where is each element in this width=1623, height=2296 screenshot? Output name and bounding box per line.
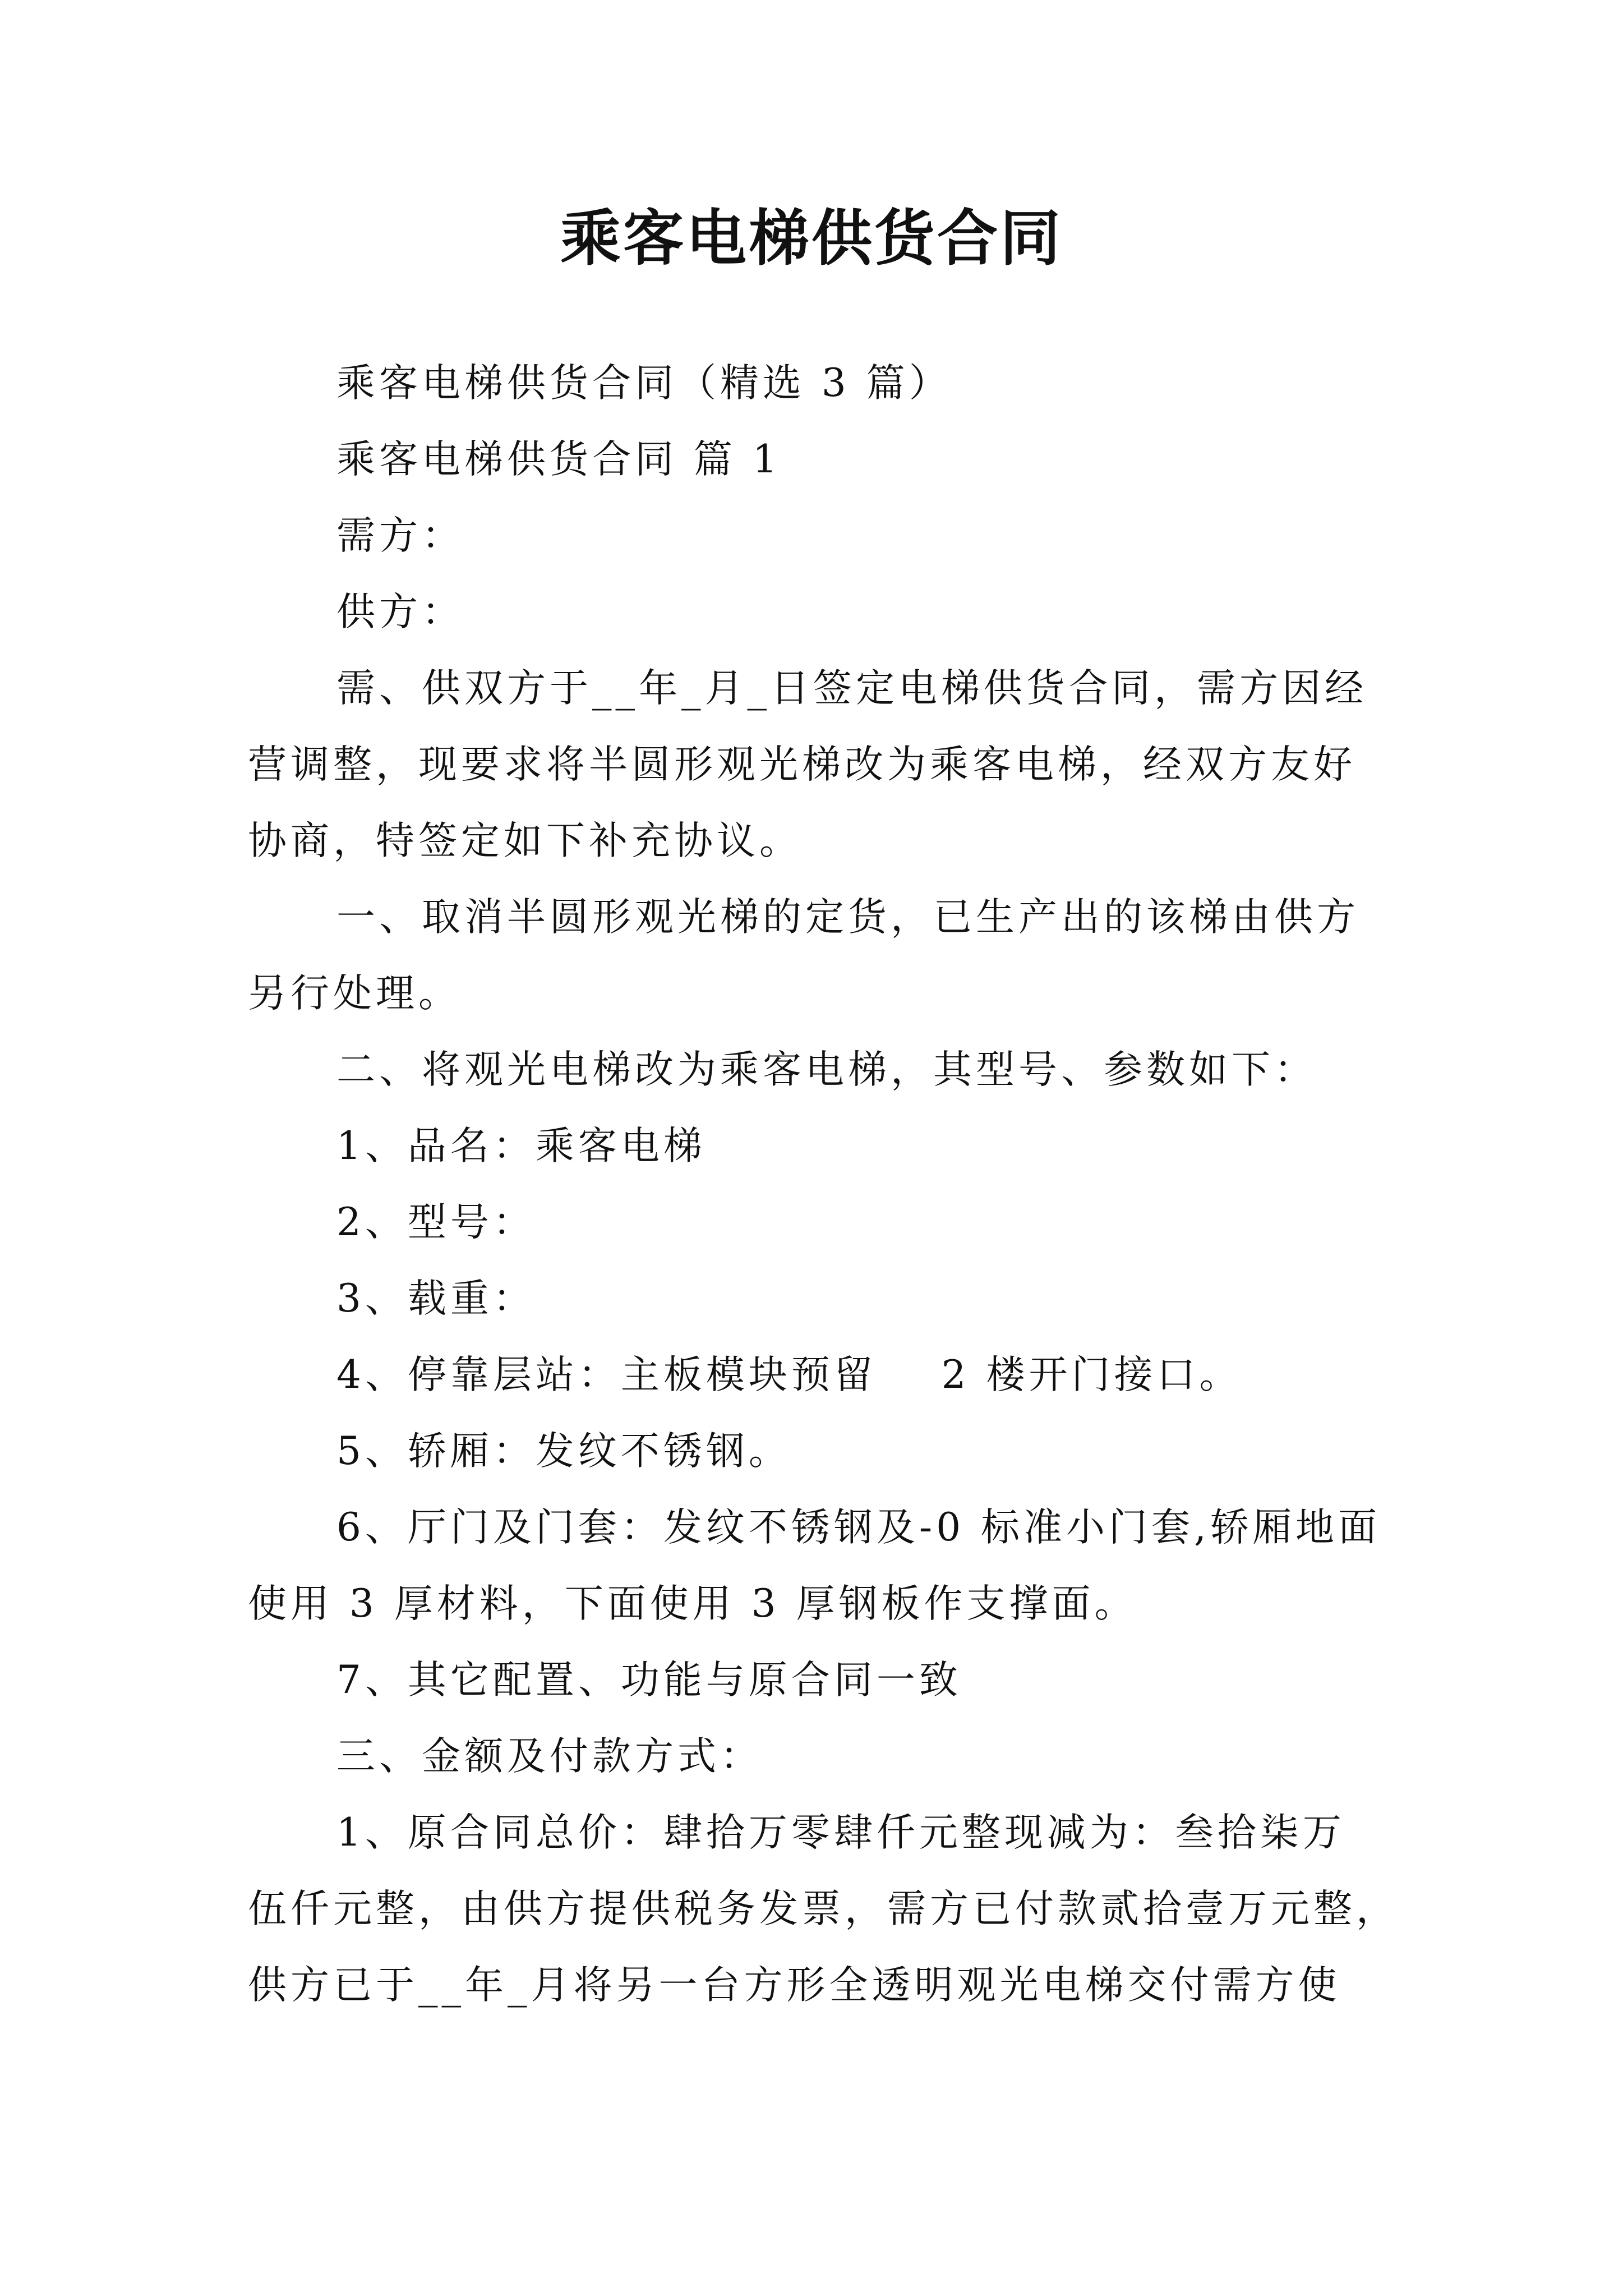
paragraph-line: 3、载重： bbox=[336, 1276, 536, 1321]
paragraph-item-doors bbox=[248, 1489, 1386, 1642]
paragraph-item-stops bbox=[248, 1337, 1386, 1413]
document-body bbox=[248, 345, 1399, 2023]
paragraph-line: 2、型号： bbox=[336, 1200, 536, 1245]
paragraph-clause-2 bbox=[248, 1032, 1386, 1108]
paragraph-subtitle bbox=[248, 345, 1386, 421]
paragraph-buyer bbox=[248, 498, 1386, 574]
paragraph-line: 营调整，现要求将半圆形观光梯改为乘客电梯，经双方友好 bbox=[248, 742, 1356, 787]
paragraph-line: 需方： bbox=[336, 513, 464, 558]
paragraph-item-model bbox=[248, 1184, 1386, 1260]
paragraph-clause-3 bbox=[248, 1718, 1386, 1795]
paragraph-line: 7、其它配置、功能与原合同一致 bbox=[336, 1658, 962, 1703]
paragraph-line: 供方已于__年_月将另一台方形全透明观光电梯交付需方使 bbox=[248, 1963, 1341, 2008]
paragraph-line: 一、取消半圆形观光梯的定货，已生产出的该梯由供方 bbox=[336, 895, 1359, 940]
paragraph-item-car bbox=[248, 1413, 1386, 1489]
paragraph-item-name bbox=[248, 1108, 1386, 1184]
paragraph-intro bbox=[248, 650, 1386, 879]
paragraph-line: 需、供双方于__年_月_日签定电梯供货合同，需方因经 bbox=[336, 666, 1367, 711]
paragraph-line: 二、将观光电梯改为乘客电梯，其型号、参数如下： bbox=[336, 1047, 1317, 1092]
paragraph-line: 乘客电梯供货合同（精选 3 篇） bbox=[336, 361, 952, 406]
paragraph-line: 4、停靠层站：主板模块预留 2 楼开门接口。 bbox=[336, 1352, 1242, 1397]
paragraph-line: 乘客电梯供货合同 篇 1 bbox=[336, 437, 781, 482]
paragraph-supplier bbox=[248, 574, 1386, 650]
paragraph-line: 伍仟元整，由供方提供税务发票，需方已付款贰拾壹万元整， bbox=[248, 1887, 1399, 1931]
paragraph-clause-1 bbox=[248, 879, 1386, 1032]
paragraph-line: 1、品名：乘客电梯 bbox=[336, 1124, 706, 1168]
document-title: 乘客电梯供货合同 bbox=[560, 203, 1063, 274]
paragraph-line: 1、原合同总价：肆拾万零肆仟元整现减为：叁拾柒万 bbox=[336, 1810, 1345, 1855]
paragraph-line: 另行处理。 bbox=[248, 971, 461, 1016]
paragraph-item-other bbox=[248, 1642, 1386, 1718]
paragraph-line: 三、金额及付款方式： bbox=[336, 1734, 763, 1779]
paragraph-line: 协商，特签定如下补充协议。 bbox=[248, 818, 802, 863]
paragraph-line: 供方： bbox=[336, 590, 464, 634]
paragraph-line: 5、轿厢：发纹不锈钢。 bbox=[336, 1429, 791, 1474]
paragraph-part-heading bbox=[248, 421, 1386, 498]
paragraph-payment-1 bbox=[248, 1795, 1399, 2023]
paragraph-item-load bbox=[248, 1260, 1386, 1337]
paragraph-line: 使用 3 厚材料，下面使用 3 厚钢板作支撑面。 bbox=[248, 1581, 1137, 1626]
paragraph-line: 6、厅门及门套：发纹不锈钢及-0 标准小门套,轿厢地面 bbox=[336, 1505, 1381, 1550]
